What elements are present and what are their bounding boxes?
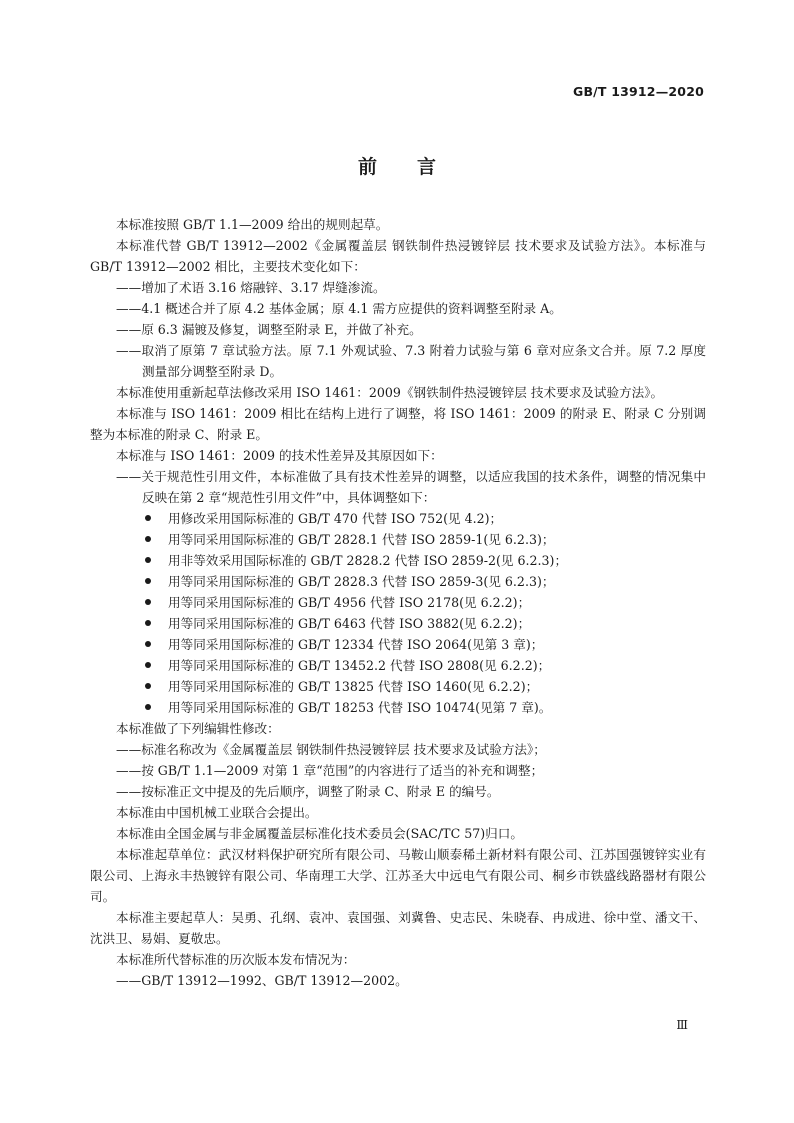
dash-item: ——关于规范性引用文件，本标准做了具有技术性差异的调整，以适应我国的技术条件，调整的情况集中反映在第 2 章“规范性引用文件”中，具体调整如下： xyxy=(116,469,706,505)
bullet-dot-icon xyxy=(145,599,151,605)
dash-item: ——按标准正文中提及的先后顺序，调整了附录 C、附录 E 的编号。 xyxy=(116,784,500,799)
bullet-item: 用等同采用国际标准的 GB/T 4956 代替 ISO 2178(见 6.2.2)； xyxy=(90,592,706,613)
bullet-dot-icon xyxy=(145,536,151,542)
reference-bullet-list xyxy=(90,508,706,718)
bullet-dot-icon xyxy=(145,683,151,689)
bullet-dot-icon xyxy=(145,515,151,521)
paragraph: 本标准与 ISO 1461：2009 相比在结构上进行了调整，将 ISO 1461：2009 的附录 E、附录 C 分别调整为本标准的附录 C、附录 E。 xyxy=(90,406,706,442)
page-title: 前言 xyxy=(357,156,476,178)
paragraph: 本标准按照 GB/T 1.1—2009 给出的规则起草。 xyxy=(116,217,389,232)
paragraph: 本标准主要起草人：吴勇、孔纲、袁冲、袁国强、刘冀鲁、史志民、朱晓春、冉成进、徐中堂、潘文干、沈洪卫、易娟、夏敬忠。 xyxy=(90,910,706,946)
foreword-body xyxy=(90,214,706,991)
paragraph: 本标准起草单位：武汉材料保护研究所有限公司、马鞍山顺泰稀土新材料有限公司、江苏国强镀锌实业有限公司、上海永丰热镀锌有限公司、华南理工大学、江苏圣大中远电气有限公司、桐乡市铁盛线路器材有限公司。 xyxy=(90,847,706,904)
dash-item: ——4.1 概述合并了原 4.2 基体金属；原 4.1 需方应提供的资料调整至附录 A。 xyxy=(116,301,562,316)
bullet-item: 用非等效采用国际标准的 GB/T 2828.2 代替 ISO 2859-2(见 6.2.3)； xyxy=(90,550,706,571)
bullet-dot-icon xyxy=(145,641,151,647)
dash-item: ——原 6.3 漏镀及修复，调整至附录 E，并做了补充。 xyxy=(116,322,422,337)
paragraph: 本标准代替 GB/T 13912—2002《金属覆盖层 钢铁制件热浸镀锌层 技术要求及试验方法》。本标准与 GB/T 13912—2002 相比，主要技术变化如下： xyxy=(90,238,706,274)
bullet-item: 用等同采用国际标准的 GB/T 13452.2 代替 ISO 2808(见 6.2.2)； xyxy=(90,655,706,676)
bullet-dot-icon xyxy=(145,620,151,626)
dash-item: ——增加了术语 3.16 熔融锌、3.17 焊缝渗流。 xyxy=(116,280,386,295)
dash-item: ——取消了原第 7 章试验方法。原 7.1 外观试验、7.3 附着力试验与第 6 章对应条文合并。原 7.2 厚度测量部分调整至附录 D。 xyxy=(116,343,706,379)
paragraph: 本标准与 ISO 1461：2009 的技术性差异及其原因如下： xyxy=(116,448,443,463)
bullet-dot-icon xyxy=(145,578,151,584)
dash-item: ——标准名称改为《金属覆盖层 钢铁制件热浸镀锌层 技术要求及试验方法》； xyxy=(116,742,546,757)
bullet-dot-icon xyxy=(145,662,151,668)
page-number: Ⅲ xyxy=(676,1018,688,1032)
bullet-item: 用等同采用国际标准的 GB/T 18253 代替 ISO 10474(见第 7 章)。 xyxy=(90,697,706,718)
paragraph: 本标准由中国机械工业联合会提出。 xyxy=(116,805,318,820)
bullet-item: 用等同采用国际标准的 GB/T 6463 代替 ISO 3882(见 6.2.2)； xyxy=(90,613,706,634)
paragraph: 本标准做了下列编辑性修改： xyxy=(116,721,280,736)
bullet-item: 用等同采用国际标准的 GB/T 2828.1 代替 ISO 2859-1(见 6.2.3)； xyxy=(90,529,706,550)
bullet-dot-icon xyxy=(145,557,151,563)
bullet-item: 用等同采用国际标准的 GB/T 2828.3 代替 ISO 2859-3(见 6.2.3)； xyxy=(90,571,706,592)
bullet-item: 用等同采用国际标准的 GB/T 13825 代替 ISO 1460(见 6.2.2)； xyxy=(90,676,706,697)
paragraph: 本标准由全国金属与非金属覆盖层标准化技术委员会(SAC/TC 57)归口。 xyxy=(116,826,523,841)
bullet-dot-icon xyxy=(145,704,151,710)
dash-item: ——按 GB/T 1.1—2009 对第 1 章“范围”的内容进行了适当的补充和调整； xyxy=(116,763,544,778)
paragraph: 本标准使用重新起草法修改采用 ISO 1461：2009《钢铁制件热浸镀锌层 技术要求及试验方法》。 xyxy=(116,385,664,400)
dash-item: ——GB/T 13912—1992、GB/T 13912—2002。 xyxy=(116,973,408,988)
paragraph: 本标准所代替标准的历次版本发布情况为： xyxy=(116,952,356,967)
bullet-item: 用修改采用国际标准的 GB/T 470 代替 ISO 752(见 4.2)； xyxy=(90,508,706,529)
bullet-item: 用等同采用国际标准的 GB/T 12334 代替 ISO 2064(见第 3 章)； xyxy=(90,634,706,655)
standard-code: GB/T 13912—2020 xyxy=(572,84,704,99)
